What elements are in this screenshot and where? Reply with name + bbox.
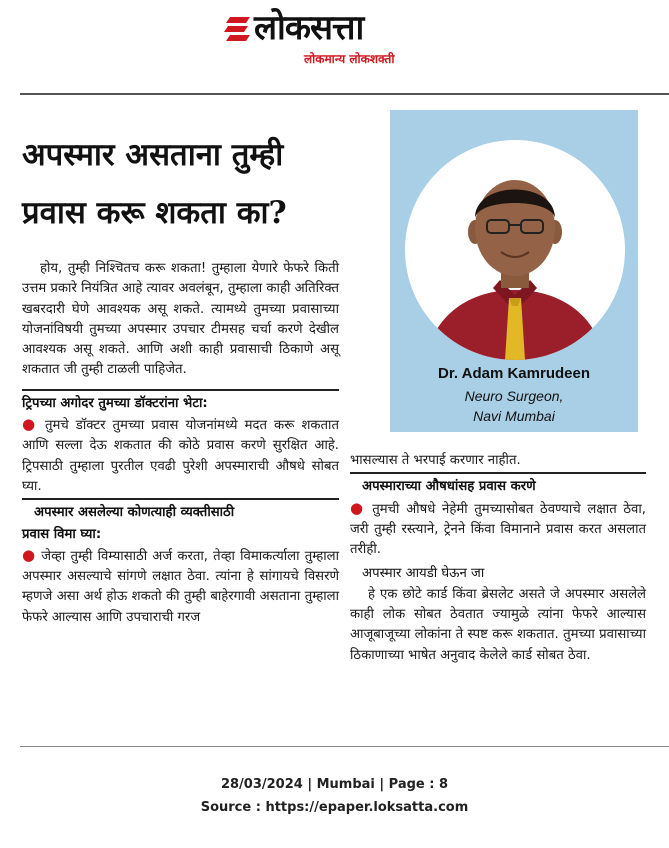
newspaper-logo: लोकसत्ता xyxy=(254,8,364,48)
footer-divider xyxy=(20,746,669,747)
bullet-icon: ● xyxy=(22,415,38,434)
headline-line-2: प्रवास करू शकता का? xyxy=(22,195,287,231)
section-2-heading-line-2: प्रवास विमा घ्या: xyxy=(22,526,102,542)
section-divider xyxy=(22,498,339,500)
article-column-left xyxy=(22,259,339,628)
author-title: Neuro Surgeon, xyxy=(464,388,564,404)
source-link[interactable]: Source : https://epaper.loksatta.com xyxy=(200,800,469,815)
publication-meta: 28/03/2024 | Mumbai | Page : 8 xyxy=(220,777,449,792)
section-divider xyxy=(22,389,339,391)
section-2-text: जेव्हा तुम्ही विम्यासाठी अर्ज करता, तेव्हा विमाकर्त्याला तुम्हाला अपस्मार असल्याचे सांगणे लक्षात ठेवा. त्यांना हे सांगायचे विसरणे म्हणजे असा अर्थ होऊ शकतो की तुम्ही बाहेरगावी असताना तुम्हाला फेफरे आल्यास आणि उपचाराची गरज xyxy=(22,548,339,625)
section-3-body xyxy=(350,498,646,561)
headline-line-1: अपस्मार असताना तुम्ही xyxy=(22,137,284,173)
article-intro: होय, तुम्ही निश्चितच करू शकता! तुम्हाला येणारे फेफरे किती उत्तम प्रकारे नियंत्रित आहे त्यावर अवलंबून, तुम्हाला काही अतिरिक्त खबरदारी घेणे आवश्यक असू शकते. त्यामध्ये तुमच्या प्रवासाच्या योजनांविषयी तुमच्या अपस्मार उपचार टीमसह चर्चा करणे देखील आवश्यक असू शकते. आणि अशी काही प्रवासाची ठिकाणे असू शकतात जी तुम्ही टाळली पाहिजेत. xyxy=(22,261,339,378)
section-4-heading: अपस्मार आयडी घेऊन जा xyxy=(362,566,485,582)
bullet-icon: ● xyxy=(350,498,366,517)
author-name: Dr. Adam Kamrudeen xyxy=(438,365,590,382)
section-1-body xyxy=(22,414,339,497)
section-2-heading-line-1: अपस्मार असलेल्या कोणत्याही व्यक्तीसाठी xyxy=(34,505,235,521)
article-column-right xyxy=(350,451,646,666)
author-location: Navi Mumbai xyxy=(473,408,555,424)
bullet-icon: ● xyxy=(22,545,37,564)
article-headline xyxy=(22,126,382,242)
section-divider xyxy=(350,472,646,474)
newspaper-tagline: लोकमान्य लोकशक्ती xyxy=(304,52,395,66)
author-portrait xyxy=(405,140,625,360)
section-2-body xyxy=(22,545,339,628)
section-4-body: हे एक छोटे कार्ड किंवा ब्रेसलेट असते जे अपस्मार असलेले काही लोक सोबत ठेवतात ज्यामुळे त्यांना फेफरे आल्यास आजूबाजूच्या लोकांना ते स्पष्ट करू शकतात. तुमच्या प्रवासाच्या ठिकाणाच्या भाषेत अनुवाद केलेले कार्ड सोबत ठेवा. xyxy=(350,586,646,663)
author-photo-card xyxy=(390,110,638,432)
section-3-heading: अपस्माराच्या औषधांसह प्रवास करणे xyxy=(362,479,536,495)
header-divider xyxy=(20,93,669,95)
section-1-heading: ट्रिपच्या अगोदर तुमच्या डॉक्टरांना भेटा: xyxy=(22,395,208,411)
section-3-text: तुमची औषधे नेहेमी तुमच्यासोबत ठेवण्याचे लक्षात ठेवा, जरी तुम्ही रस्त्याने, ट्रेनने किंवा विमानाने प्रवास करत असलात तरीही. xyxy=(350,501,646,558)
author-portrait-illustration xyxy=(405,140,625,360)
section-2-continued: भासल्यास ते भरपाई करणार नाहीत. xyxy=(350,453,521,468)
section-1-text: तुमचे डॉक्टर तुमच्या प्रवास योजनांमध्ये मदत करू शकतात आणि सल्ला देऊ शकतात की कोठे प्रवास करणे सुरक्षित आहे. ट्रिपसाठी तुम्हाला पुरतील एवढी पुरेशी अपस्माराची औषधे सोबत घ्या. xyxy=(22,418,339,494)
masthead xyxy=(0,0,669,92)
logo-stripes-icon xyxy=(224,17,250,41)
